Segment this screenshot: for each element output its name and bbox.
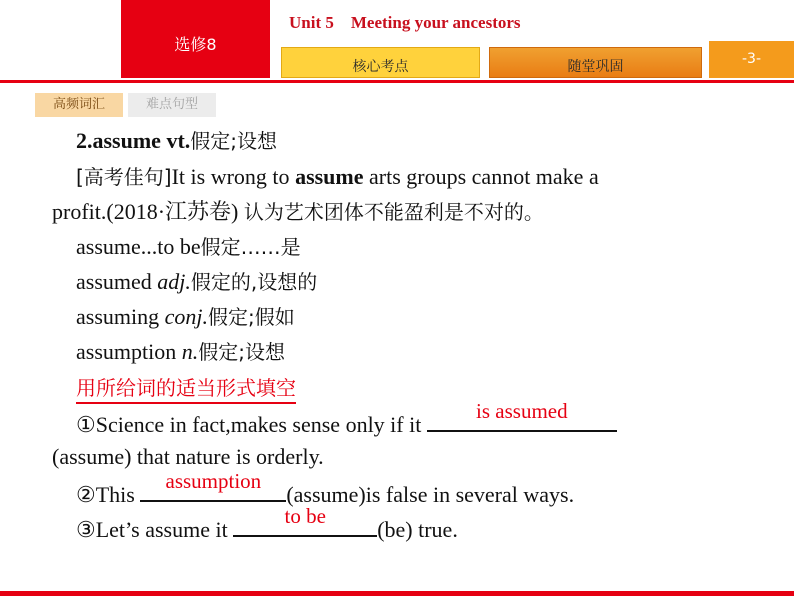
- phrase-pos: adj.: [157, 269, 191, 294]
- phrase-cn: 假定的,设想的: [190, 270, 318, 294]
- tab-in-class-review-label: 随堂巩固: [567, 59, 624, 75]
- question-3-text-post: (be) true.: [377, 517, 458, 542]
- example-keyword: assume: [295, 164, 364, 189]
- question-1-text: ①Science in fact,makes sense only if it: [76, 412, 427, 437]
- phrase-en: assumption: [76, 339, 182, 364]
- answer-1: is assumed: [476, 399, 568, 423]
- phrase-cn: 假定;设想: [198, 340, 285, 364]
- subtab-high-frequency-words[interactable]: 高频词汇: [35, 93, 123, 117]
- example-tag: [高考佳句]: [76, 165, 172, 189]
- phrase-en: assume...to be: [76, 234, 201, 259]
- example-sentence-line1: [76, 163, 599, 191]
- tab-in-class-review[interactable]: [489, 47, 702, 78]
- answer-blank-3[interactable]: [233, 504, 377, 537]
- phrase-pos: conj.: [164, 304, 209, 329]
- header-divider: [0, 80, 794, 83]
- course-section-banner: [121, 0, 270, 78]
- example-sentence-line2: [52, 198, 544, 226]
- tab-core-points[interactable]: [281, 47, 480, 78]
- question-3-text-pre: ③Let’s assume it: [76, 517, 234, 542]
- example-source: profit.(2018·江苏卷): [52, 199, 244, 224]
- question-2-text-post: (assume)is false in several ways.: [286, 482, 575, 507]
- word-meaning: 假定;设想: [190, 129, 278, 153]
- answer-blank-2[interactable]: [140, 469, 286, 502]
- question-1-line1: [76, 399, 617, 439]
- page-number: -3-: [741, 51, 761, 67]
- phrase-cn: 假定;假如: [208, 305, 295, 329]
- phrase-assumption: [76, 338, 285, 366]
- phrase-pos: n.: [181, 339, 199, 364]
- phrase-en: assumed: [76, 269, 158, 294]
- subtab-difficult-sentences[interactable]: 难点句型: [128, 93, 216, 117]
- example-translation: 认为艺术团体不能盈利是不对的。: [243, 200, 544, 224]
- phrase-en: assuming: [76, 304, 165, 329]
- word-entry-heading: [76, 127, 277, 155]
- phrase-assume-to-be: [76, 233, 301, 261]
- word-headword: 2.assume vt.: [76, 128, 191, 153]
- question-2-text-pre: ②This: [76, 482, 141, 507]
- tab-core-points-label: 核心考点: [352, 59, 409, 75]
- phrase-assuming: [76, 303, 295, 331]
- question-3: [76, 504, 458, 544]
- phrase-cn: 假定……是: [200, 235, 301, 259]
- exercise-title: 用所给词的适当形式填空: [76, 372, 296, 404]
- question-1-line2: (assume) that nature is orderly.: [52, 444, 324, 469]
- example-text-post: arts groups cannot make a: [363, 164, 599, 189]
- example-text-pre: It is wrong to: [171, 164, 296, 189]
- footer-divider: [0, 591, 794, 596]
- answer-blank-1[interactable]: [427, 399, 617, 432]
- answer-3: to be: [284, 504, 326, 528]
- unit-title: Unit 5 Meeting your ancestors: [289, 13, 521, 32]
- phrase-assumed: [76, 268, 317, 296]
- page-number-badge: [709, 41, 794, 78]
- course-section-label: 选修8: [174, 35, 217, 54]
- answer-2: assumption: [165, 469, 262, 493]
